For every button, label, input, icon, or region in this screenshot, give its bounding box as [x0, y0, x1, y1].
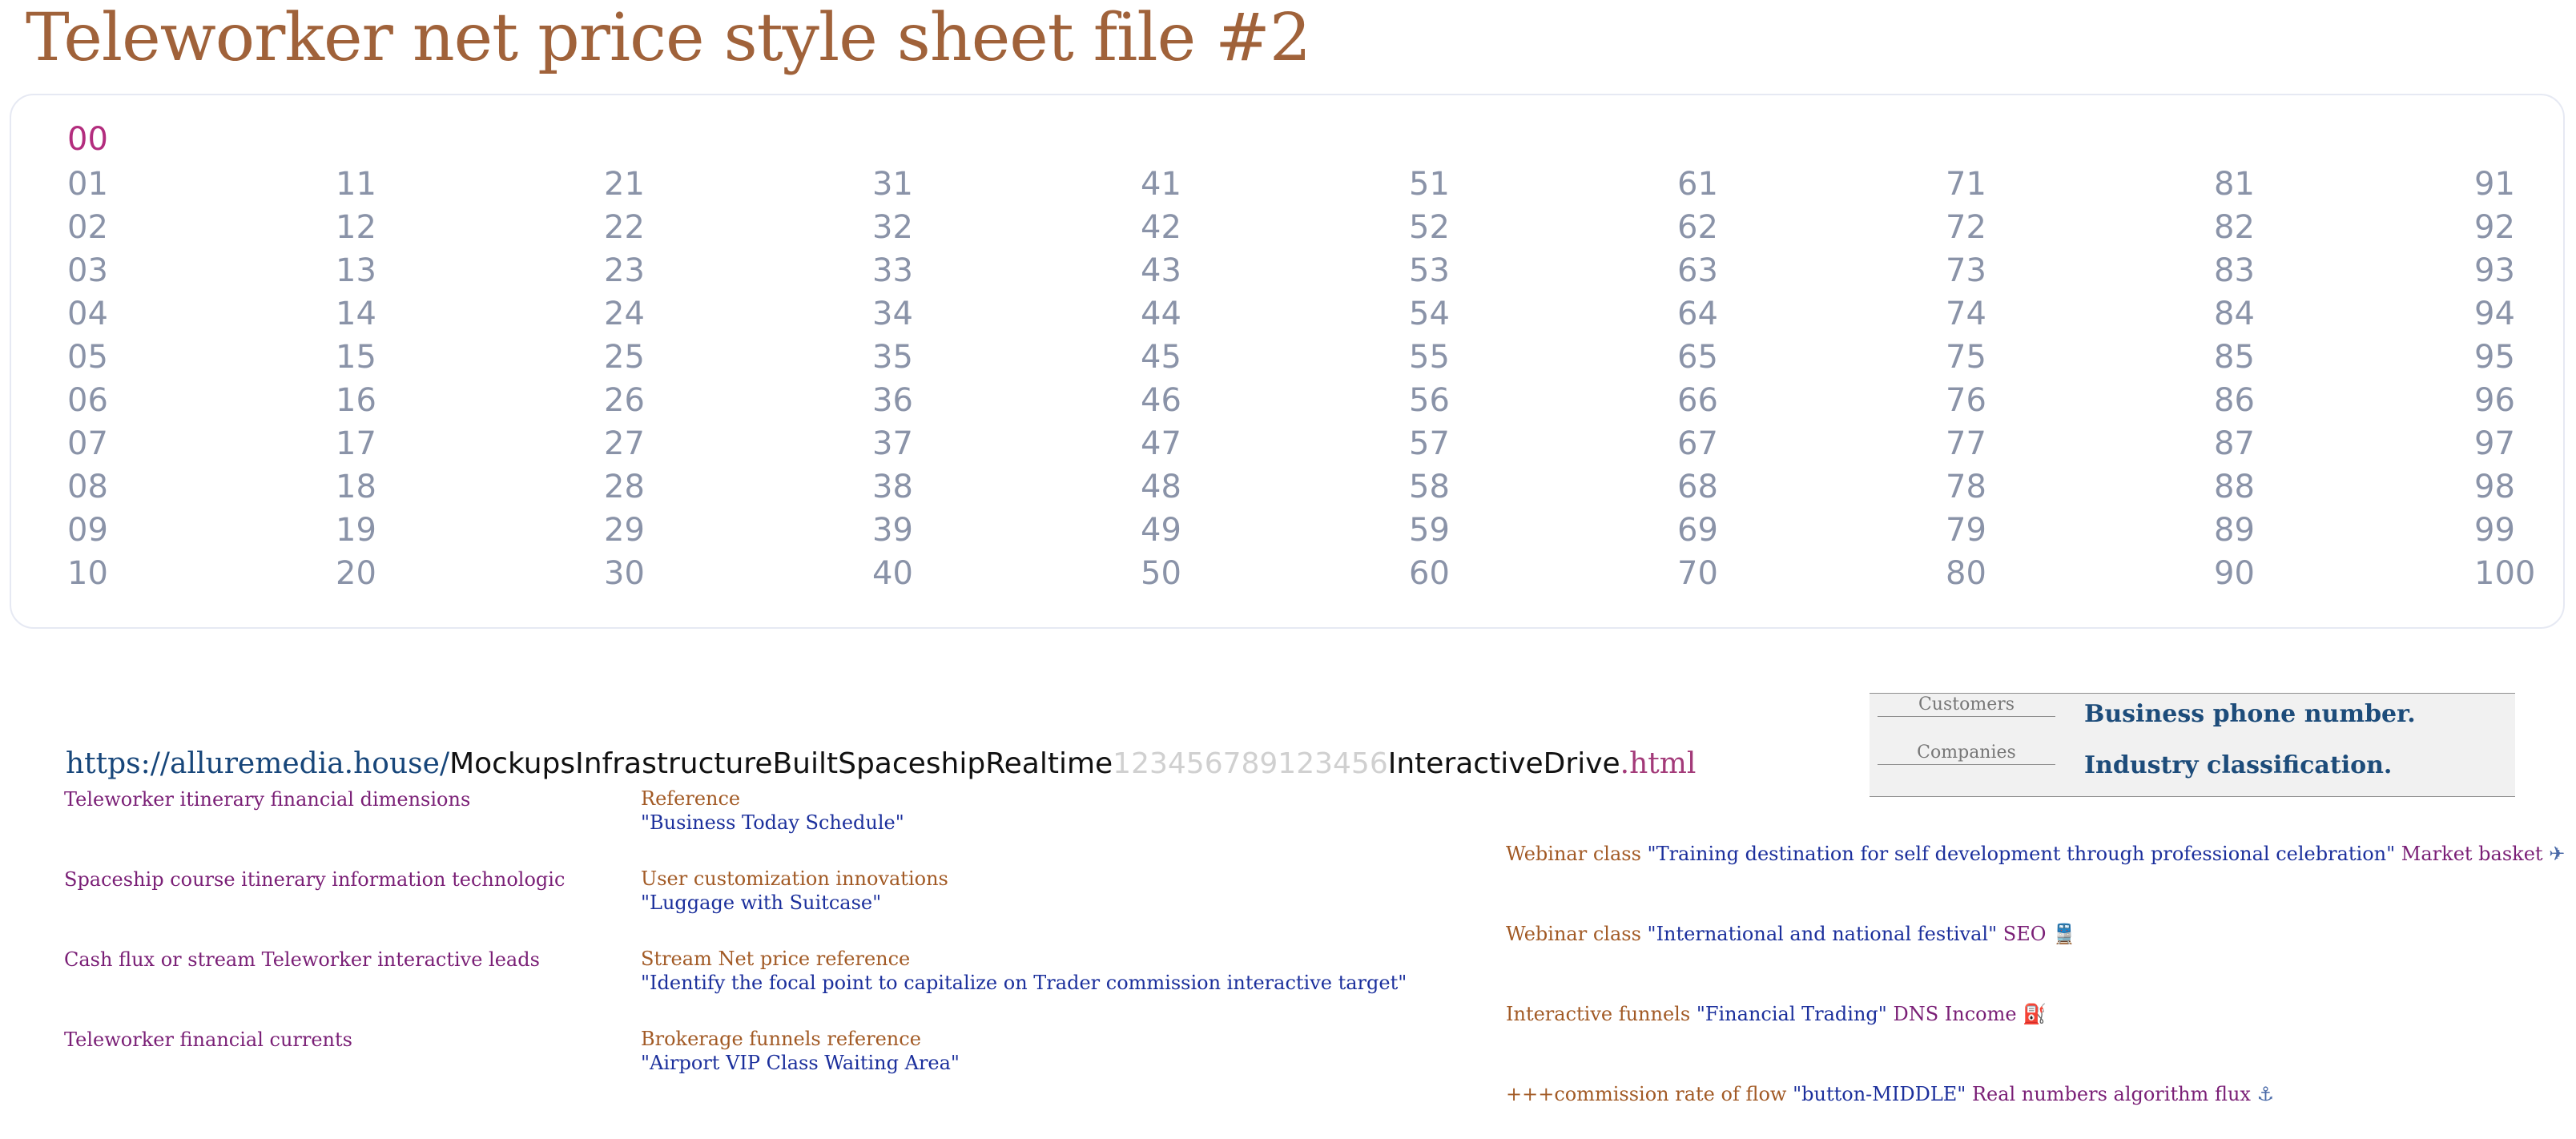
reference-value[interactable]: "Business Today Schedule"	[641, 811, 904, 834]
grid-cell[interactable]: 69	[1677, 512, 1718, 549]
grid-cell[interactable]: 86	[2214, 382, 2255, 419]
train-icon: 🚆	[2052, 923, 2076, 945]
grid-column	[1946, 163, 2026, 595]
grid-cell[interactable]: 11	[336, 166, 376, 203]
anchor-icon: ⚓	[2256, 1083, 2275, 1105]
left-item[interactable]: Spaceship course itinerary information technologic	[64, 868, 566, 891]
grid-cell[interactable]: 17	[336, 425, 376, 462]
grid-column	[872, 163, 952, 595]
left-item[interactable]: Teleworker financial currents	[64, 1028, 352, 1051]
reference-value[interactable]: "Luggage with Suitcase"	[641, 891, 882, 914]
grid-cell[interactable]: 42	[1141, 209, 1181, 246]
grid-cell[interactable]: 78	[1946, 469, 1986, 505]
grid-cell[interactable]: 52	[1409, 209, 1450, 246]
grid-cell[interactable]: 44	[1141, 296, 1181, 332]
grid-column	[1409, 163, 1489, 595]
grid-cell[interactable]: 70	[1677, 555, 1718, 592]
grid-cell[interactable]: 25	[604, 339, 645, 376]
grid-cell-selected[interactable]: 00	[67, 121, 108, 158]
grid-cell[interactable]: 20	[336, 555, 376, 592]
reference-block	[641, 1027, 960, 1075]
grid-cell[interactable]: 75	[1946, 339, 1986, 376]
left-item[interactable]: Teleworker itinerary financial dimensions	[64, 788, 471, 811]
grid-cell[interactable]: 16	[336, 382, 376, 419]
grid-column	[336, 163, 416, 595]
grid-cell[interactable]: 18	[336, 469, 376, 505]
info-label-customers: Customers	[1878, 694, 2055, 717]
url-base[interactable]: https://alluremedia.house/	[66, 747, 450, 780]
reference-label: Stream Net price reference	[641, 948, 911, 970]
reference-label: User customization innovations	[641, 867, 948, 890]
grid-cell[interactable]: 57	[1409, 425, 1450, 462]
grid-cell[interactable]: 46	[1141, 382, 1181, 419]
grid-cell[interactable]: 32	[872, 209, 913, 246]
number-grid	[10, 94, 2565, 629]
grid-cell[interactable]: 93	[2474, 252, 2515, 289]
grid-cell[interactable]: 23	[604, 252, 645, 289]
grid-cell[interactable]: 35	[872, 339, 913, 376]
left-item[interactable]: Cash flux or stream Teleworker interactive leads	[64, 948, 540, 971]
grid-cell[interactable]: 97	[2474, 425, 2515, 462]
item-quote[interactable]: "Financial Trading"	[1696, 1003, 1887, 1025]
grid-cell[interactable]: 87	[2214, 425, 2255, 462]
page-title: Teleworker net price style sheet file #2	[26, 0, 1311, 76]
info-value-customers: Business phone number.	[2084, 700, 2416, 728]
grid-cell[interactable]: 94	[2474, 296, 2515, 332]
webinar-item[interactable]	[1506, 841, 2565, 867]
grid-cell[interactable]: 06	[67, 382, 108, 419]
grid-cell[interactable]: 81	[2214, 166, 2255, 203]
grid-cell[interactable]: 54	[1409, 296, 1450, 332]
grid-cell[interactable]: 49	[1141, 512, 1181, 549]
grid-cell[interactable]: 92	[2474, 209, 2515, 246]
reference-value[interactable]: "Airport VIP Class Waiting Area"	[641, 1052, 960, 1074]
reference-block	[641, 787, 904, 835]
grid-cell[interactable]: 63	[1677, 252, 1718, 289]
grid-cell[interactable]: 79	[1946, 512, 1986, 549]
reference-block	[641, 867, 948, 915]
grid-cell[interactable]: 51	[1409, 166, 1450, 203]
item-quote[interactable]: "button-MIDDLE"	[1793, 1083, 1966, 1105]
grid-cell[interactable]: 19	[336, 512, 376, 549]
item-label: Webinar class	[1506, 923, 1641, 945]
reference-value[interactable]: "Identify the focal point to capitalize on Trader commission interactive target"	[641, 972, 1407, 994]
grid-cell[interactable]: 66	[1677, 382, 1718, 419]
grid-cell[interactable]: 80	[1946, 555, 1986, 592]
grid-cell[interactable]: 08	[67, 469, 108, 505]
grid-cell[interactable]: 15	[336, 339, 376, 376]
grid-cell[interactable]: 05	[67, 339, 108, 376]
url-extension[interactable]: .html	[1620, 747, 1697, 780]
item-tail: Real numbers algorithm flux	[1971, 1083, 2251, 1105]
grid-cell[interactable]: 41	[1141, 166, 1181, 203]
grid-cell[interactable]: 45	[1141, 339, 1181, 376]
grid-cell[interactable]: 72	[1946, 209, 1986, 246]
grid-cell[interactable]: 28	[604, 469, 645, 505]
url-digits: 123456789123456	[1113, 747, 1388, 780]
grid-cell[interactable]: 84	[2214, 296, 2255, 332]
grid-cell[interactable]: 77	[1946, 425, 1986, 462]
grid-cell[interactable]: 31	[872, 166, 913, 203]
grid-cell[interactable]: 27	[604, 425, 645, 462]
item-label: Webinar class	[1506, 843, 1641, 865]
grid-column	[2474, 163, 2536, 595]
grid-cell[interactable]: 24	[604, 296, 645, 332]
item-label: +++commission rate of flow	[1506, 1083, 1787, 1105]
grid-cell[interactable]: 01	[67, 166, 108, 203]
grid-cell[interactable]: 30	[604, 555, 645, 592]
grid-cell[interactable]: 71	[1946, 166, 1986, 203]
funnel-item[interactable]	[1506, 1001, 2047, 1027]
grid-cell[interactable]: 59	[1409, 512, 1450, 549]
grid-column	[67, 163, 147, 595]
grid-column	[2214, 163, 2294, 595]
grid-cell[interactable]: 73	[1946, 252, 1986, 289]
grid-cell[interactable]: 98	[2474, 469, 2515, 505]
info-value-companies: Industry classification.	[2084, 751, 2393, 779]
grid-cell[interactable]: 99	[2474, 512, 2515, 549]
grid-cell[interactable]: 68	[1677, 469, 1718, 505]
reference-label: Brokerage funnels reference	[641, 1028, 921, 1050]
grid-cell[interactable]: 21	[604, 166, 645, 203]
grid-cell[interactable]: 62	[1677, 209, 1718, 246]
item-tail: DNS Income	[1893, 1003, 2017, 1025]
webinar-item[interactable]	[1506, 921, 2076, 947]
reference-block	[641, 947, 1407, 995]
item-label: Interactive funnels	[1506, 1003, 1691, 1025]
grid-cell[interactable]: 26	[604, 382, 645, 419]
grid-cell[interactable]: 60	[1409, 555, 1450, 592]
grid-cell[interactable]: 36	[872, 382, 913, 419]
airplane-icon: ✈	[2549, 843, 2566, 865]
grid-cell[interactable]: 02	[67, 209, 108, 246]
grid-cell[interactable]: 50	[1141, 555, 1181, 592]
grid-cell[interactable]: 89	[2214, 512, 2255, 549]
grid-cell[interactable]: 58	[1409, 469, 1450, 505]
item-tail: Market basket	[2401, 843, 2543, 865]
grid-cell[interactable]: 37	[872, 425, 913, 462]
grid-cell[interactable]: 82	[2214, 209, 2255, 246]
grid-cell[interactable]: 40	[872, 555, 913, 592]
url-line[interactable]	[66, 745, 1696, 783]
grid-cell[interactable]: 53	[1409, 252, 1450, 289]
grid-cell[interactable]: 34	[872, 296, 913, 332]
grid-column	[1141, 163, 1221, 595]
grid-cell[interactable]: 13	[336, 252, 376, 289]
commission-item[interactable]	[1506, 1081, 2274, 1107]
grid-cell[interactable]: 14	[336, 296, 376, 332]
grid-cell[interactable]: 88	[2214, 469, 2255, 505]
grid-cell[interactable]: 90	[2214, 555, 2255, 592]
grid-cell[interactable]: 64	[1677, 296, 1718, 332]
grid-cell[interactable]: 76	[1946, 382, 1986, 419]
grid-cell[interactable]: 67	[1677, 425, 1718, 462]
grid-cell[interactable]: 83	[2214, 252, 2255, 289]
grid-cell[interactable]: 48	[1141, 469, 1181, 505]
grid-column	[1677, 163, 1757, 595]
grid-cell[interactable]: 56	[1409, 382, 1450, 419]
grid-column	[604, 163, 684, 595]
grid-cell[interactable]: 85	[2214, 339, 2255, 376]
grid-cell[interactable]: 38	[872, 469, 913, 505]
grid-cell[interactable]: 74	[1946, 296, 1986, 332]
grid-cell[interactable]: 39	[872, 512, 913, 549]
url-path[interactable]: MockupsInfrastructureBuiltSpaceshipRealtime	[449, 747, 1113, 780]
item-tail: SEO	[2002, 923, 2047, 945]
grid-cell[interactable]: 10	[67, 555, 108, 592]
grid-cell[interactable]: 65	[1677, 339, 1718, 376]
grid-cell[interactable]: 22	[604, 209, 645, 246]
grid-cell[interactable]: 12	[336, 209, 376, 246]
reference-label: Reference	[641, 787, 741, 810]
grid-cell[interactable]: 95	[2474, 339, 2515, 376]
grid-cell[interactable]: 43	[1141, 252, 1181, 289]
item-quote[interactable]: "International and national festival"	[1647, 923, 1998, 945]
grid-cell[interactable]: 29	[604, 512, 645, 549]
info-table	[1870, 693, 2515, 797]
url-path-2[interactable]: InteractiveDrive	[1387, 747, 1620, 780]
grid-cell[interactable]: 96	[2474, 382, 2515, 419]
grid-cell[interactable]: 33	[872, 252, 913, 289]
info-label-companies: Companies	[1878, 742, 2055, 765]
item-quote[interactable]: "Training destination for self development through professional celebration"	[1647, 843, 2396, 865]
grid-cell[interactable]: 61	[1677, 166, 1718, 203]
grid-cell[interactable]: 55	[1409, 339, 1450, 376]
grid-cell[interactable]: 07	[67, 425, 108, 462]
grid-cell[interactable]: 91	[2474, 166, 2515, 203]
fuel-pump-icon: ⛽	[2023, 1003, 2047, 1025]
grid-cell[interactable]: 100	[2474, 555, 2536, 592]
grid-cell[interactable]: 03	[67, 252, 108, 289]
grid-cell[interactable]: 04	[67, 296, 108, 332]
grid-cell[interactable]: 47	[1141, 425, 1181, 462]
grid-cell[interactable]: 09	[67, 512, 108, 549]
